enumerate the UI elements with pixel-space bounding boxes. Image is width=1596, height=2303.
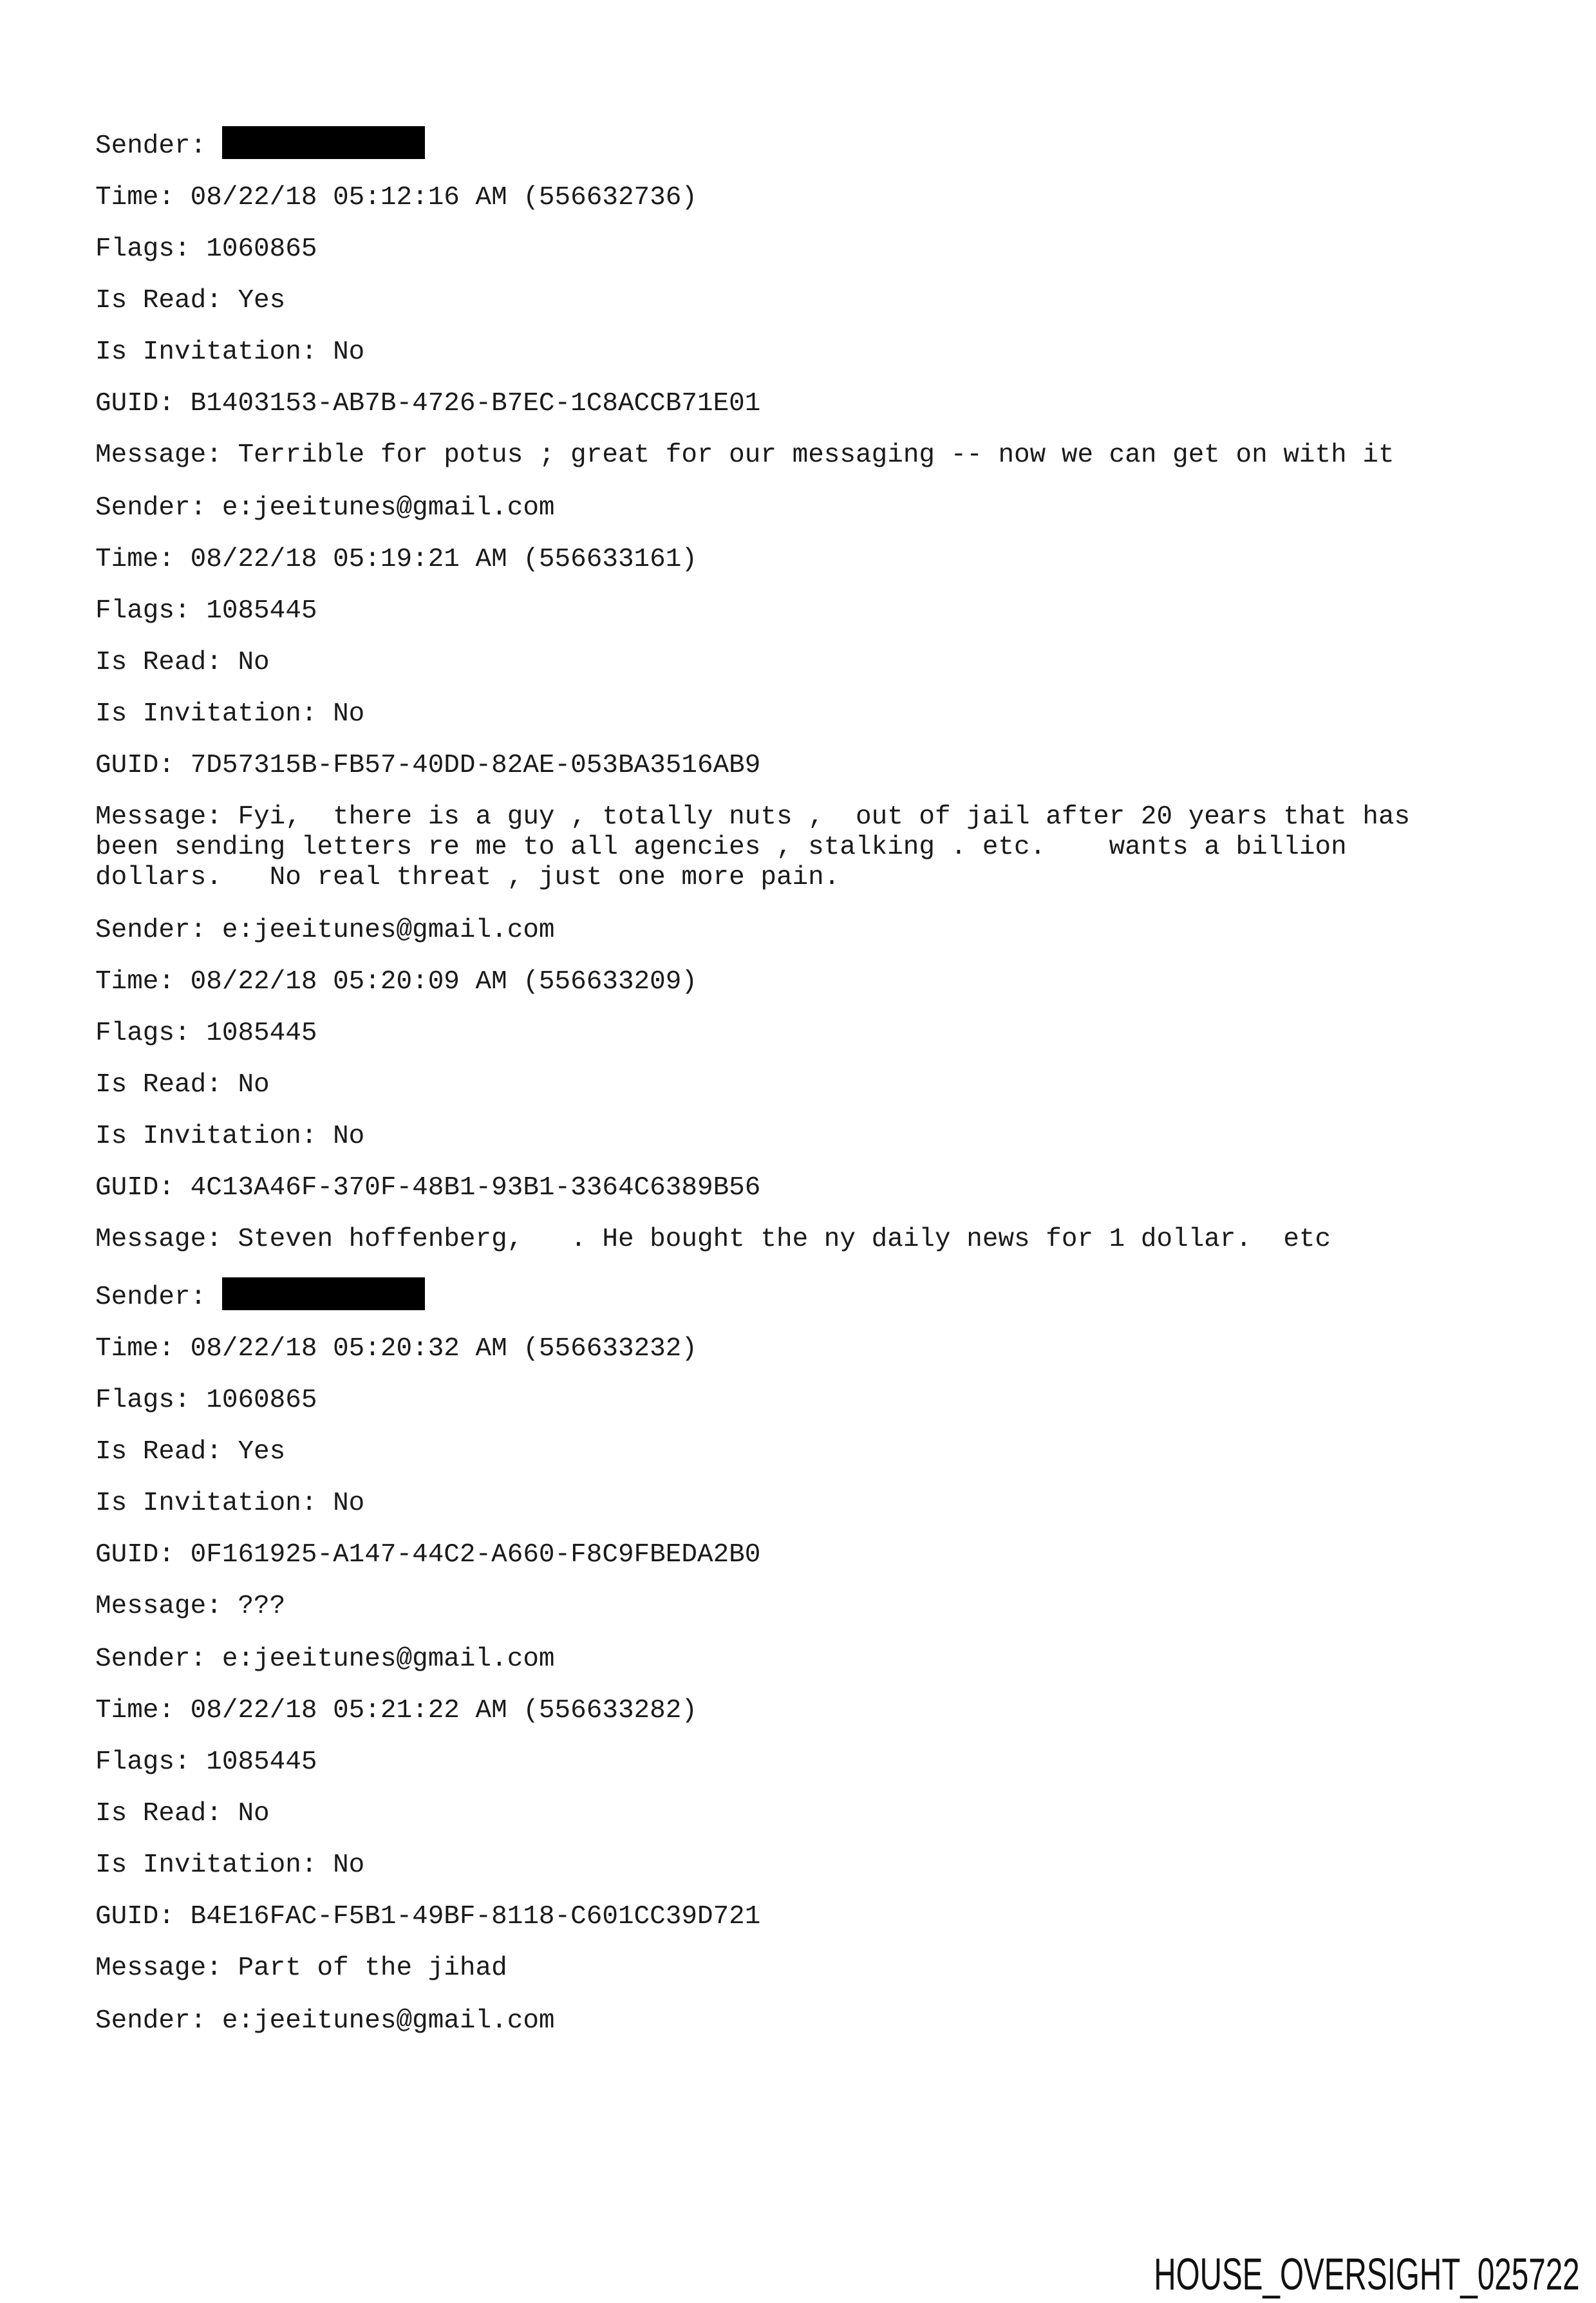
- is-read-label: Is Read:: [95, 1799, 222, 1828]
- field-sender: [95, 126, 1467, 162]
- sender-label: Sender:: [95, 131, 207, 161]
- is-read-label: Is Read:: [95, 286, 222, 315]
- flags-label: Flags:: [95, 1386, 191, 1415]
- is-read-value: Yes: [238, 286, 286, 315]
- field-flags: [95, 596, 1467, 626]
- field-is-read: [95, 648, 1467, 678]
- message-record: [95, 1644, 1467, 1984]
- guid-label: GUID:: [95, 751, 175, 780]
- guid-value: 7D57315B-FB57-40DD-82AE-053BA3516AB9: [190, 751, 761, 780]
- field-time: [95, 1334, 1467, 1364]
- is-read-value: Yes: [238, 1437, 286, 1467]
- field-sender: [95, 493, 1467, 523]
- message-value: Terrible for potus ; great for our messaging -- now we can get on with it: [238, 440, 1394, 470]
- is-invitation-label: Is Invitation:: [95, 1850, 317, 1880]
- is-read-label: Is Read:: [95, 1070, 222, 1100]
- message-value: ???: [238, 1592, 286, 1621]
- message-value: Part of the jihad: [238, 1953, 507, 1983]
- field-message: [95, 1592, 1467, 1622]
- records: [95, 126, 1467, 2036]
- time-label: Time:: [95, 967, 175, 997]
- message-value: Steven hoffenberg, . He bought the ny daily news for 1 dollar. etc: [238, 1225, 1331, 1254]
- is-invitation-label: Is Invitation:: [95, 699, 317, 729]
- flags-label: Flags:: [95, 1747, 191, 1777]
- field-message: [95, 440, 1467, 471]
- message-record: [95, 916, 1467, 1255]
- field-is-invitation: [95, 699, 1467, 729]
- field-message: [95, 1953, 1467, 1984]
- is-invitation-value: No: [333, 337, 365, 367]
- field-guid: [95, 389, 1467, 419]
- field-message: [95, 1225, 1467, 1255]
- field-sender: [95, 916, 1467, 946]
- guid-label: GUID:: [95, 389, 175, 418]
- is-invitation-label: Is Invitation:: [95, 337, 317, 367]
- flags-label: Flags:: [95, 596, 191, 626]
- field-guid: [95, 1540, 1467, 1570]
- field-sender: [95, 1644, 1467, 1675]
- field-guid: [95, 751, 1467, 781]
- field-time: [95, 1696, 1467, 1726]
- message-label: Message:: [95, 1225, 222, 1254]
- flags-label: Flags:: [95, 234, 191, 264]
- field-guid: [95, 1173, 1467, 1203]
- sender-label: Sender:: [95, 493, 207, 523]
- field-is-invitation: [95, 1122, 1467, 1152]
- is-invitation-value: No: [333, 1850, 365, 1880]
- guid-label: GUID:: [95, 1902, 175, 1932]
- flags-label: Flags:: [95, 1019, 191, 1048]
- is-read-value: No: [238, 1070, 270, 1100]
- is-invitation-label: Is Invitation:: [95, 1489, 317, 1518]
- time-label: Time:: [95, 183, 175, 212]
- time-value: 08/22/18 05:20:09 AM (556633209): [190, 967, 697, 997]
- sender-label: Sender:: [95, 916, 207, 945]
- field-is-read: [95, 286, 1467, 316]
- flags-value: 1085445: [206, 1747, 317, 1777]
- sender-label: Sender:: [95, 1283, 207, 1312]
- time-value: 08/22/18 05:20:32 AM (556633232): [190, 1334, 697, 1364]
- is-read-value: No: [238, 648, 270, 677]
- guid-value: 0F161925-A147-44C2-A660-F8C9FBEDA2B0: [190, 1540, 761, 1570]
- is-invitation-value: No: [333, 699, 365, 729]
- guid-value: 4C13A46F-370F-48B1-93B1-3364C6389B56: [190, 1173, 761, 1203]
- message-label: Message:: [95, 802, 222, 832]
- is-invitation-label: Is Invitation:: [95, 1122, 317, 1151]
- field-time: [95, 545, 1467, 575]
- sender-label: Sender:: [95, 2006, 207, 2036]
- time-label: Time:: [95, 1334, 175, 1364]
- message-record: [95, 126, 1467, 471]
- field-flags: [95, 234, 1467, 265]
- is-read-value: No: [238, 1799, 270, 1828]
- message-label: Message:: [95, 1953, 222, 1983]
- field-sender: [95, 1277, 1467, 1313]
- message-record: [95, 493, 1467, 893]
- sender-value: e:jeeitunes@gmail.com: [221, 916, 555, 945]
- time-label: Time:: [95, 1696, 175, 1725]
- field-is-read: [95, 1070, 1467, 1100]
- guid-value: B1403153-AB7B-4726-B7EC-1C8ACCB71E01: [190, 389, 761, 418]
- field-is-invitation: [95, 337, 1467, 368]
- time-value: 08/22/18 05:21:22 AM (556633282): [190, 1696, 697, 1725]
- sender-value: e:jeeitunes@gmail.com: [221, 493, 555, 523]
- sender-label: Sender:: [95, 1644, 207, 1674]
- sender-value: e:jeeitunes@gmail.com: [221, 1644, 555, 1674]
- field-flags: [95, 1386, 1467, 1416]
- field-is-read: [95, 1799, 1467, 1829]
- field-flags: [95, 1747, 1467, 1778]
- field-message: [95, 802, 1467, 893]
- flags-value: 1085445: [206, 596, 317, 626]
- sender-redaction-bar: [222, 1277, 425, 1310]
- bates-number: HOUSE_OVERSIGHT_025722: [1154, 2249, 1580, 2299]
- message-label: Message:: [95, 1592, 222, 1621]
- message-record: [95, 2006, 1467, 2036]
- field-is-invitation: [95, 1489, 1467, 1519]
- time-value: 08/22/18 05:12:16 AM (556632736): [190, 183, 697, 212]
- is-read-label: Is Read:: [95, 648, 222, 677]
- guid-label: GUID:: [95, 1173, 175, 1203]
- message-record: [95, 1277, 1467, 1622]
- time-value: 08/22/18 05:19:21 AM (556633161): [190, 545, 697, 574]
- is-invitation-value: No: [333, 1122, 365, 1151]
- guid-value: B4E16FAC-F5B1-49BF-8118-C601CC39D721: [190, 1902, 761, 1932]
- is-read-label: Is Read:: [95, 1437, 222, 1467]
- field-guid: [95, 1902, 1467, 1932]
- message-value: Fyi, there is a guy , totally nuts , out of jail after 20 years that has been sending letters re me to all agencies , stalking . etc. wants a billion dollars. No real threat , just one more pain.: [95, 802, 1426, 892]
- is-invitation-value: No: [333, 1489, 365, 1518]
- time-label: Time:: [95, 545, 175, 574]
- sender-redaction-bar: [222, 126, 425, 159]
- flags-value: 1085445: [206, 1019, 317, 1048]
- field-time: [95, 967, 1467, 997]
- flags-value: 1060865: [206, 234, 317, 264]
- field-flags: [95, 1019, 1467, 1049]
- field-is-read: [95, 1437, 1467, 1467]
- sender-value: e:jeeitunes@gmail.com: [221, 2006, 555, 2036]
- field-time: [95, 183, 1467, 213]
- guid-label: GUID:: [95, 1540, 175, 1570]
- field-sender: [95, 2006, 1467, 2036]
- flags-value: 1060865: [206, 1386, 317, 1415]
- field-is-invitation: [95, 1850, 1467, 1881]
- message-label: Message:: [95, 440, 222, 470]
